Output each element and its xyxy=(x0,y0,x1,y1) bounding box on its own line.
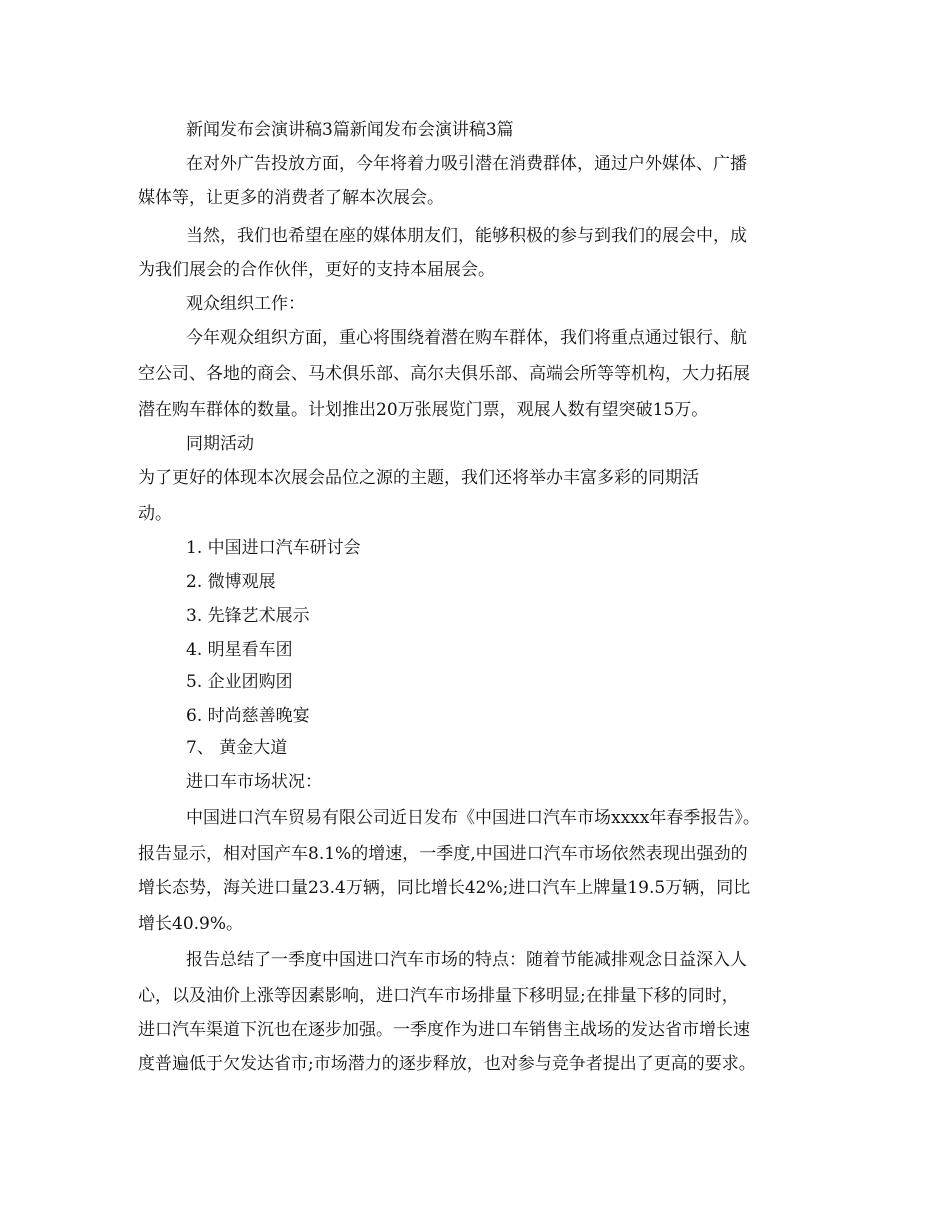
paragraph-line: 今年观众组织方面，重心将围绕着潜在购车群体，我们将重点通过银行、航 xyxy=(186,328,747,348)
paragraph-line: 增长40.9%。 xyxy=(138,914,244,934)
list-item: 6. 时尚慈善晚宴 xyxy=(186,706,310,726)
paragraph-line: 在对外广告投放方面，今年将着力吸引潜在消费群体，通过户外媒体、广播 xyxy=(186,154,747,174)
paragraph-line: 动。 xyxy=(138,504,172,524)
paragraph-line: 度普遍低于欠发达省市;市场潜力的逐步释放，也对参与竞争者提出了更高的要求。 xyxy=(138,1054,756,1074)
paragraph-line: 报告总结了一季度中国进口汽车市场的特点：随着节能减排观念日益深入人 xyxy=(186,950,747,970)
paragraph-line: 潜在购车群体的数量。计划推出20万张展览门票，观展人数有望突破15万。 xyxy=(138,400,709,420)
section-heading: 进口车市场状况： xyxy=(186,772,322,792)
paragraph-line: 空公司、各地的商会、马术俱乐部、高尔夫俱乐部、高端会所等等机构，大力拓展 xyxy=(138,364,750,384)
paragraph-line: 进口汽车渠道下沉也在逐步加强。一季度作为进口车销售主战场的发达省市增长速 xyxy=(138,1020,750,1040)
paragraph-line: 为我们展会的合作伙伴，更好的支持本届展会。 xyxy=(138,260,495,280)
paragraph-line: 为了更好的体现本次展会品位之源的主题，我们还将举办丰富多彩的同期活 xyxy=(138,468,699,488)
list-item: 7、 黄金大道 xyxy=(186,738,288,758)
paragraph-line: 当然，我们也希望在座的媒体朋友们，能够积极的参与到我们的展会中，成 xyxy=(186,226,747,246)
paragraph-line: 中国进口汽车贸易有限公司近日发布《中国进口汽车市场xxxx年春季报告》。 xyxy=(186,808,760,828)
list-item: 3. 先锋艺术展示 xyxy=(186,606,310,626)
document-title: 新闻发布会演讲稿3篇新闻发布会演讲稿3篇 xyxy=(186,120,514,140)
section-heading: 观众组织工作： xyxy=(186,294,305,314)
section-heading: 同期活动 xyxy=(186,434,254,454)
list-item: 2. 微博观展 xyxy=(186,572,276,592)
paragraph-line: 增长态势，海关进口量23.4万辆，同比增长42%;进口汽车上牌量19.5万辆，同比 xyxy=(138,878,751,898)
paragraph-line: 心，以及油价上涨等因素影响，进口汽车市场排量下移明显;在排量下移的同时， xyxy=(138,986,739,1006)
list-item: 5. 企业团购团 xyxy=(186,672,293,692)
list-item: 1. 中国进口汽车研讨会 xyxy=(186,538,361,558)
list-item: 4. 明星看车团 xyxy=(186,640,293,660)
paragraph-line: 报告显示，相对国产车8.1%的增速，一季度,中国进口汽车市场依然表现出强劲的 xyxy=(138,844,748,864)
paragraph-line: 媒体等，让更多的消费者了解本次展会。 xyxy=(138,188,444,208)
